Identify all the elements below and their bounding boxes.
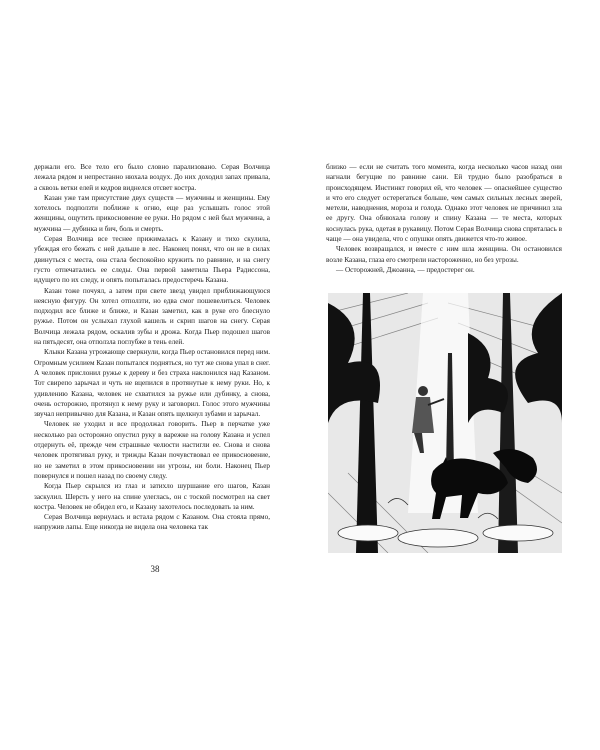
paragraph: держали его. Все тело его было словно парализовано. Серая Волчица лежала рядом и непрестанно нюхала воздух. До них доходил запах привала, а сквозь ветки елей и кедров виднелся отсвет костра. <box>34 163 270 192</box>
right-page-text <box>326 162 562 275</box>
paragraph: Человек не уходил и все продолжал говорить. Пьер в перчатке уже несколько раз осторожно опустил руку в варежке на голову Казана и успел отдернуть её, прежде чем страшные челюсти настигли ее. Снова и снова человек протягивал руку, и трижды Казан почувствовал ее прикосновение, но не заметил в этом прикосновении ни угрозы, ни боли. Наконец Пьер повернулся и пошел назад по своему следу. <box>34 420 270 480</box>
paragraph: Казан тоже почуял, а затем при свете звезд увидел приближающуюся неясную фигуру. Он хотел отползти, но едва смог пошевелиться. Человек подходил все ближе и ближе, и Казан заметил, как в руке его блеснуло ружье. Потом он услыхал глухой кашель и скрип шагов на снегу. Серая Волчица лежала рядом, оскалив зубы и дрожа. Когда Пьер подошел шагов на пятьдесят, она отползла поглубже в тень елей. <box>34 286 270 347</box>
page-number: 38 <box>150 564 160 574</box>
left-page-text <box>34 162 270 533</box>
paragraph: близко — если не считать того момента, когда несколько часов назад они нагнали бегущие по равнине сани. Ей трудно было разобраться в происходящем. Инстинкт говорил ей, что человек — опаснейшее существо и что его следует остерегаться больше, чем самых сильных лесных зверей, метели, наводнения, мороза и голода. Однако этот человек не причинил зла ее другу. Она обнюхала голову и спину Казана — те места, которых коснулась рука, одетая в рукавицу. Потом Серая Волчица снова спряталась в чаще — она увидела, что с опушки опять движется что-то живое. <box>326 163 562 244</box>
paragraph: Казан уже там присутствие двух существ — мужчины и женщины. Ему хотелось подползти поближе к огню, еще раз услышать голос этой женщины, ощутить прикосновение ее руки. Но рядом с ней был мужчина, а мужчина — дубинка и бич, боль и смерть. <box>34 193 270 233</box>
paragraph: Человек возвращался, и вместе с ним шла женщина. Он остановился возле Казана, глаза его смотрели настороженно, но без угрозы. <box>326 245 562 264</box>
paragraph: — Осторожней, Джоанна, — предостерег он. <box>336 265 475 274</box>
paragraph: Серая Волчица вернулась и встала рядом с Казаном. Она стояла прямо, напружив лапы. Еще никогда не видела она человека так <box>34 513 270 532</box>
paragraph: Серая Волчица все теснее прижималась к Казану и тихо скулила, убеждая его бежать с ней дальше в лес. Наконец понял, что он не в силах двинуться с места, она стала беспокойно кружить по равнине, и на снегу густо отпечатались ее следы. Она первой заметила Пьера Радиссона, идущего по их следу, и опять попыталась предостеречь Казана. <box>34 235 270 285</box>
paragraph: Когда Пьер скрылся из глаз и затихло шуршание его шагов, Казан заскулил. Шерсть у него на спине улеглась, он с тоской посмотрел на свет костра. Человек не обидел его, и Казану захотелось последовать за ним. <box>34 482 270 511</box>
forest-wolves-illustration-icon <box>328 293 562 553</box>
paragraph: Клыки Казана угрожающе сверкнули, когда Пьер остановился перед ним. Огромным усилием Казан попытался подняться, но тут же снова упал в снег. А человек прислонил ружье к дереву и без страха наклонился над Казаном. Тот свирепо зарычал и чуть не вцепился в протянутые к нему руки. Но, к удивлению Казана, человек не схватился за ружье или дубинку, а снова, очень осторожно, протянул к нему руку и заговорил. Голос этого мужчины звучал непривычно для Казана, и Казан опять щелкнул зубами и зарычал. <box>34 348 270 419</box>
